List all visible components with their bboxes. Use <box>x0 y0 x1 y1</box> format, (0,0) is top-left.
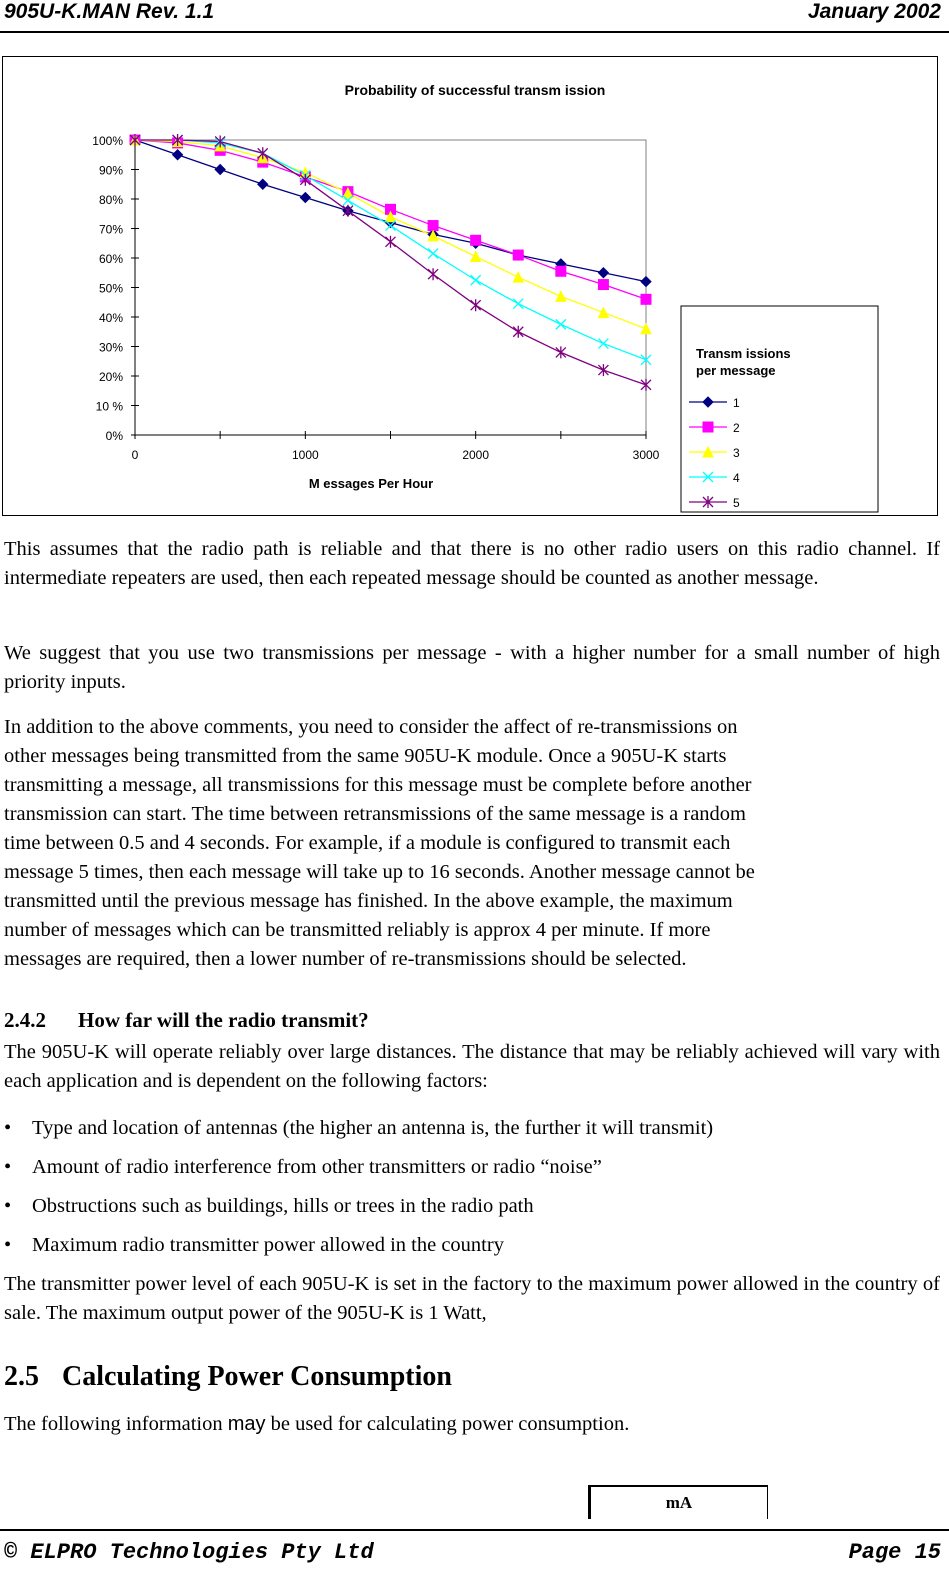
text-line: In addition to the above comments, you need to consider the affect of re-transmissions on <box>4 716 738 738</box>
header-date: January 2002 <box>807 0 941 23</box>
footer-page-number: Page 15 <box>848 1540 941 1565</box>
legend-label-4: 4 <box>733 471 740 485</box>
bullet-icon: • <box>4 1195 12 1217</box>
data-point-series-5 <box>428 268 438 280</box>
series-line-5 <box>135 140 646 385</box>
list-item <box>4 1117 713 1140</box>
data-point-series-1 <box>258 179 268 189</box>
text-line: transmitting a message, all transmissions for this message must be complete before another <box>4 774 752 796</box>
list-item <box>4 1195 534 1218</box>
data-point-series-5 <box>258 147 268 159</box>
text-line: messages are required, then a lower number of re-transmissions should be selected. <box>4 948 687 970</box>
paragraph-suggestion: We suggest that you use two transmissions per message - with a higher number for a small number of high priority inputs. <box>4 642 940 693</box>
series-line-3 <box>135 140 646 329</box>
x-tick-label: 0 <box>131 448 139 462</box>
list-item-text: Obstructions such as buildings, hills or trees in the radio path <box>32 1195 534 1217</box>
data-point-series-4 <box>471 275 481 285</box>
data-point-series-2 <box>598 280 608 290</box>
text-line: transmitted until the previous message has finished. In the above example, the maximum <box>4 890 733 912</box>
bullet-icon: • <box>4 1117 12 1139</box>
footer-copyright: © ELPRO Technologies Pty Ltd <box>4 1540 374 1565</box>
legend-box <box>681 306 878 512</box>
list-item-text: Maximum radio transmitter power allowed in the country <box>32 1234 504 1256</box>
text-line: time between 0.5 and 4 seconds. For example, if a module is configured to transmit each <box>4 832 731 854</box>
y-tick-label: 50% <box>98 281 123 296</box>
legend-label-5: 5 <box>733 496 740 510</box>
text-line: message 5 times, then each message will take up to 16 seconds. Another message cannot be <box>4 861 755 883</box>
legend-label-3: 3 <box>733 446 740 460</box>
paragraph-power-intro <box>4 1410 940 1439</box>
data-point-series-3 <box>513 272 523 282</box>
x-tick-label: 2000 <box>462 448 490 462</box>
header-rule <box>0 31 949 33</box>
x-axis-label: M essages Per Hour <box>308 476 434 491</box>
data-point-series-3 <box>598 308 608 318</box>
data-point-series-5 <box>641 379 651 391</box>
series-line-4 <box>135 140 646 360</box>
y-tick-label: 30% <box>98 340 123 355</box>
plot-area <box>135 140 646 435</box>
data-point-series-3 <box>556 291 566 301</box>
data-point-series-5 <box>471 299 481 311</box>
data-point-series-1 <box>300 193 310 203</box>
y-tick-label: 10 % <box>95 399 123 414</box>
data-point-series-5 <box>598 364 608 376</box>
legend-swatch-marker-2 <box>703 422 713 432</box>
data-point-series-2 <box>641 294 651 304</box>
data-point-series-3 <box>641 324 651 334</box>
legend-title: Transm issions <box>696 346 791 361</box>
section-title: How far will the radio transmit? <box>78 1008 369 1032</box>
data-point-series-1 <box>215 165 225 175</box>
data-point-series-4 <box>598 339 608 349</box>
chart-title: Probability of successful transm ission <box>344 82 606 98</box>
header-document-id: 905U-K.MAN Rev. 1.1 <box>4 0 215 23</box>
data-point-series-2 <box>471 235 481 245</box>
list-item-text: Amount of radio interference from other transmitters or radio “noise” <box>32 1156 602 1178</box>
y-tick-label: 0% <box>105 429 123 443</box>
data-point-series-1 <box>598 268 608 278</box>
data-point-series-4 <box>556 319 566 329</box>
y-tick-label: 20% <box>98 370 123 384</box>
y-tick-label: 60% <box>98 252 123 266</box>
data-point-series-2 <box>556 266 566 276</box>
data-point-series-5 <box>556 346 566 358</box>
bullet-icon: • <box>4 1234 12 1256</box>
list-item <box>4 1234 504 1257</box>
data-point-series-3 <box>471 252 481 262</box>
data-point-series-2 <box>513 250 523 260</box>
paragraph-power-level: The transmitter power level of each 905U-K is set in the factory to the maximum power allowed in the country of sale. The maximum output power of the 905U-K is 1 Watt, <box>4 1273 940 1324</box>
power-table-header <box>588 1485 768 1519</box>
paragraph-retransmissions <box>4 713 940 974</box>
data-point-series-5 <box>513 326 523 338</box>
y-tick-label: 100% <box>92 134 123 148</box>
text-line: transmission can start. The time between retransmissions of the same message is a random <box>4 803 746 825</box>
legend-title: per message <box>696 363 776 378</box>
y-tick-label: 80% <box>98 193 123 207</box>
bullet-icon: • <box>4 1156 12 1178</box>
section-number: 2.4.2 <box>4 1008 46 1032</box>
paragraph-distance: The 905U-K will operate reliably over large distances. The distance that may be reliably achieved will vary with each application and is dependent on the following factors: <box>4 1041 940 1092</box>
y-tick-label: 90% <box>98 163 123 178</box>
legend-label-2: 2 <box>733 421 740 435</box>
chart-frame <box>2 56 938 516</box>
data-point-series-4 <box>513 299 523 309</box>
list-item <box>4 1156 602 1179</box>
text-run-may: may <box>227 1413 266 1435</box>
text-run: The following information <box>4 1413 228 1435</box>
paragraph-radio-path: This assumes that the radio path is reliable and that there is no other radio users on this radio channel. If intermediate repeaters are used, then each repeated message should be counted as another message. <box>4 538 940 589</box>
text-line: other messages being transmitted from the same 905U-K module. Once a 905U-K starts <box>4 745 727 767</box>
list-item-text: Type and location of antennas (the higher an antenna is, the further it will transmit) <box>32 1117 714 1139</box>
footer-rule <box>0 1529 949 1531</box>
text-run: be used for calculating power consumption. <box>265 1413 630 1435</box>
data-point-series-4 <box>428 249 438 259</box>
text-line: number of messages which can be transmitted reliably is approx 4 per minute. If more <box>4 919 711 941</box>
section-heading-2-5 <box>4 1361 452 1393</box>
data-point-series-1 <box>641 277 651 287</box>
transmission-probability-chart <box>3 57 939 517</box>
y-tick-label: 40% <box>98 311 123 325</box>
data-point-series-2 <box>428 221 438 231</box>
data-point-series-5 <box>386 236 396 248</box>
legend-label-1: 1 <box>733 396 740 410</box>
section-title: Calculating Power Consumption <box>62 1361 452 1392</box>
y-tick-label: 70% <box>98 222 123 237</box>
section-number: 2.5 <box>4 1361 39 1392</box>
column-header-ma: mA <box>665 1493 693 1512</box>
section-heading-2-4-2 <box>4 1008 369 1033</box>
x-tick-label: 3000 <box>632 448 660 462</box>
data-point-series-1 <box>173 150 183 160</box>
x-tick-label: 1000 <box>291 448 319 462</box>
